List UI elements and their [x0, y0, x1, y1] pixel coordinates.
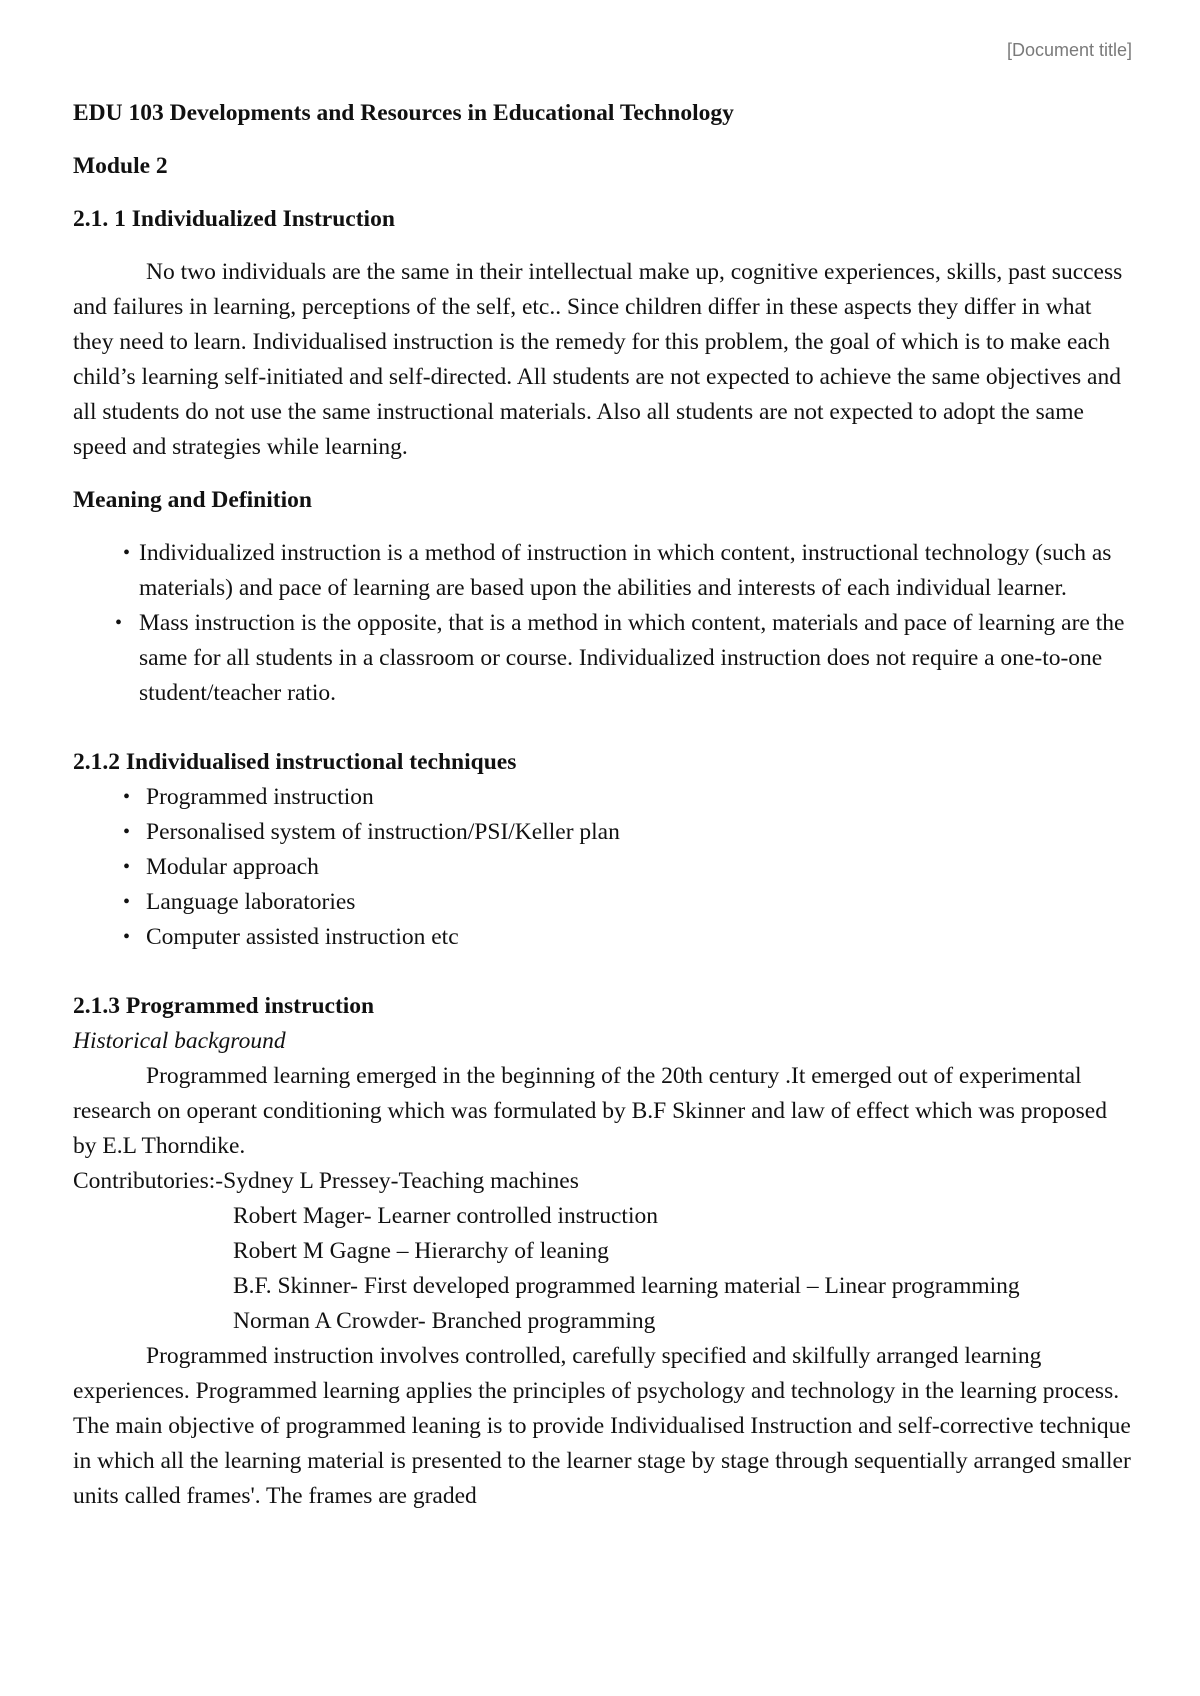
technique-text: Personalised system of instruction/PSI/Keller plan [146, 819, 620, 845]
bullet-icon: • [123, 891, 131, 913]
module-heading: Module 2 [73, 153, 168, 179]
definition-item [73, 536, 1133, 606]
technique-item [73, 780, 1133, 815]
section-213-paragraph-1: Programmed learning emerged in the beginning of the 20th century .It emerged out of experimental research on operant conditioning which was formulated by B.F Skinner and law of effect which was proposed by E.L Thorndike. [73, 1063, 1107, 1159]
bullet-icon: • [123, 786, 131, 808]
section-211-paragraph: No two individuals are the same in their intellectual make up, cognitive experiences, skills, past success and failures in learning, perceptions of the self, etc.. Since children differ in these aspects they differ in what they need to learn. Individualised instruction is the remedy for this problem, the goal of which is to make each child’s learning self-initiated and self-directed. All students are not expected to achieve the same objectives and all students do not use the same instructional materials. Also all students are not expected to adopt the same speed and strategies while learning. [73, 259, 1123, 460]
definition-item [73, 606, 1133, 711]
bullet-icon: • [123, 542, 131, 564]
techniques-list [73, 780, 1133, 955]
document-title-header: [Document title] [1006, 40, 1132, 60]
document-page [73, 96, 1133, 1514]
technique-text: Computer assisted instruction etc [146, 924, 459, 950]
definition-text: Individualized instruction is a method of instruction in which content, instructional technology (such as materials) and pace of learning are based upon the abilities and interests of each individual learner. [139, 540, 1112, 601]
technique-item [73, 885, 1133, 920]
technique-text: Modular approach [146, 854, 319, 880]
bullet-icon: • [123, 926, 131, 948]
contributors-line: B.F. Skinner- First developed programmed learning material – Linear programming [233, 1273, 1020, 1299]
contributors-line: Norman A Crowder- Branched programming [233, 1308, 656, 1334]
technique-item [73, 920, 1133, 955]
technique-text: Language laboratories [146, 889, 356, 915]
contributors-line: Robert Mager- Learner controlled instruction [233, 1203, 658, 1229]
technique-item [73, 815, 1133, 850]
course-title: EDU 103 Developments and Resources in Educational Technology [73, 100, 734, 126]
definition-list [73, 536, 1133, 711]
historical-background-subheading: Historical background [73, 1028, 286, 1054]
section-211-heading: 2.1. 1 Individualized Instruction [73, 206, 395, 232]
contributors-line: Robert M Gagne – Hierarchy of leaning [233, 1238, 609, 1264]
bullet-icon: • [123, 856, 131, 878]
section-212-heading: 2.1.2 Individualised instructional techniques [73, 749, 517, 775]
section-213-paragraph-2: Programmed instruction involves controlled, carefully specified and skilfully arranged learning experiences. Programmed learning applies the principles of psychology and technology in the learning process. The main objective of programmed leaning is to provide Individualised Instruction and self-corrective technique in which all the learning material is presented to the learner stage by stage through sequentially arranged smaller units called frames'. The frames are graded [73, 1343, 1131, 1509]
technique-text: Programmed instruction [146, 784, 374, 810]
meaning-heading: Meaning and Definition [73, 487, 312, 513]
bullet-icon: • [123, 821, 131, 843]
technique-item [73, 850, 1133, 885]
bullet-icon: • [115, 612, 123, 634]
section-213-heading: 2.1.3 Programmed instruction [73, 993, 375, 1019]
definition-text: Mass instruction is the opposite, that is a method in which content, materials and pace of learning are the same for all students in a classroom or course. Individualized instruction does not require a one-to-one student/teacher ratio. [139, 610, 1125, 706]
contributors-line: Contributories:-Sydney L Pressey-Teaching machines [73, 1168, 579, 1194]
